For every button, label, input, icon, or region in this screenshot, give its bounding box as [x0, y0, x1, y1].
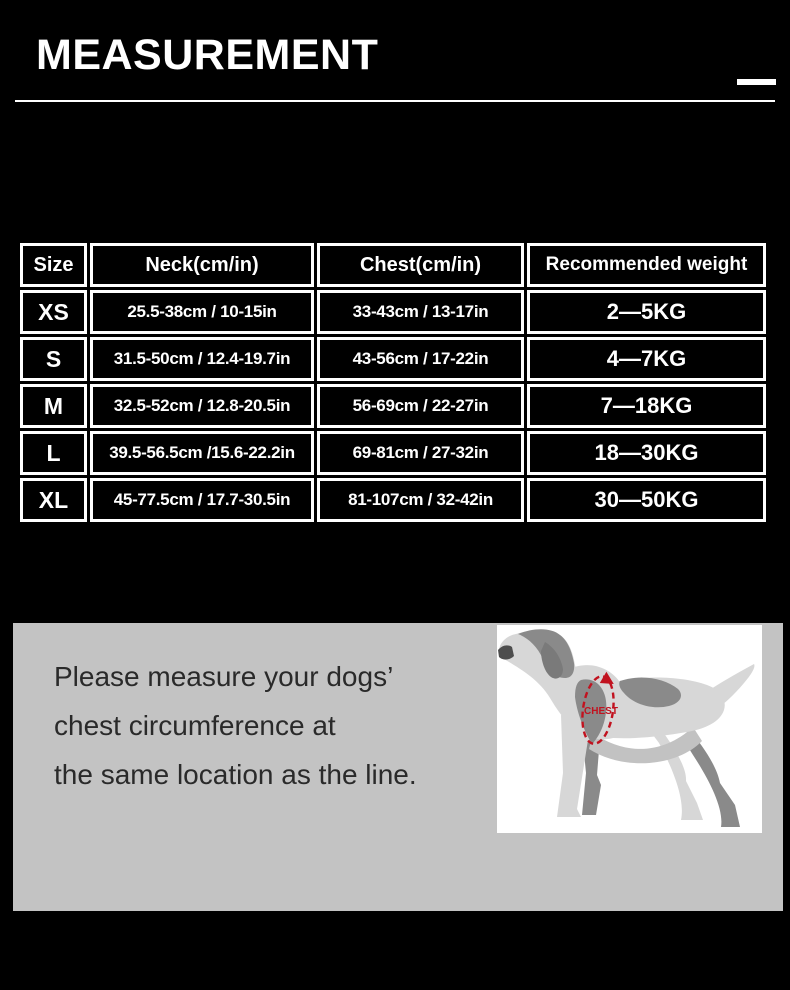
- column-header-neck: Neck(cm/in): [90, 243, 314, 287]
- chest-label: CHEST: [584, 706, 618, 717]
- neck-value: 45-77.5cm / 17.7-30.5in: [90, 478, 314, 522]
- size-value: L: [20, 431, 87, 475]
- measure-note-line-3: the same location as the line.: [54, 759, 417, 790]
- size-value: XL: [20, 478, 87, 522]
- table-row: [20, 384, 766, 428]
- chest-value: 69-81cm / 27-32in: [317, 431, 524, 475]
- title-dash-decoration: [737, 79, 776, 85]
- size-value: S: [20, 337, 87, 381]
- measure-note: [54, 652, 417, 799]
- weight-value: 18—30KG: [527, 431, 766, 475]
- column-header-weight: Recommended weight: [527, 243, 766, 287]
- neck-value: 32.5-52cm / 12.8-20.5in: [90, 384, 314, 428]
- measure-note-line-1: Please measure your dogs’: [54, 661, 394, 692]
- neck-value: 39.5-56.5cm /15.6-22.2in: [90, 431, 314, 475]
- table-row: [20, 290, 766, 334]
- weight-value: 7—18KG: [527, 384, 766, 428]
- dog-diagram: [497, 625, 762, 833]
- table-row: [20, 431, 766, 475]
- size-value: M: [20, 384, 87, 428]
- page-title: MEASUREMENT: [36, 31, 379, 79]
- weight-value: 2—5KG: [527, 290, 766, 334]
- size-value: XS: [20, 290, 87, 334]
- chest-value: 33-43cm / 13-17in: [317, 290, 524, 334]
- weight-value: 4—7KG: [527, 337, 766, 381]
- size-table: [17, 240, 769, 525]
- column-header-chest: Chest(cm/in): [317, 243, 524, 287]
- column-header-size: Size: [20, 243, 87, 287]
- chest-value: 56-69cm / 22-27in: [317, 384, 524, 428]
- dog-illustration: [497, 625, 762, 833]
- chest-value: 43-56cm / 17-22in: [317, 337, 524, 381]
- table-row: [20, 337, 766, 381]
- header-divider: [15, 100, 775, 102]
- note-panel: [13, 623, 783, 911]
- neck-value: 31.5-50cm / 12.4-19.7in: [90, 337, 314, 381]
- weight-value: 30—50KG: [527, 478, 766, 522]
- table-row: [20, 478, 766, 522]
- table-header-row: [20, 243, 766, 287]
- chest-value: 81-107cm / 32-42in: [317, 478, 524, 522]
- measure-note-line-2: chest circumference at: [54, 710, 336, 741]
- neck-value: 25.5-38cm / 10-15in: [90, 290, 314, 334]
